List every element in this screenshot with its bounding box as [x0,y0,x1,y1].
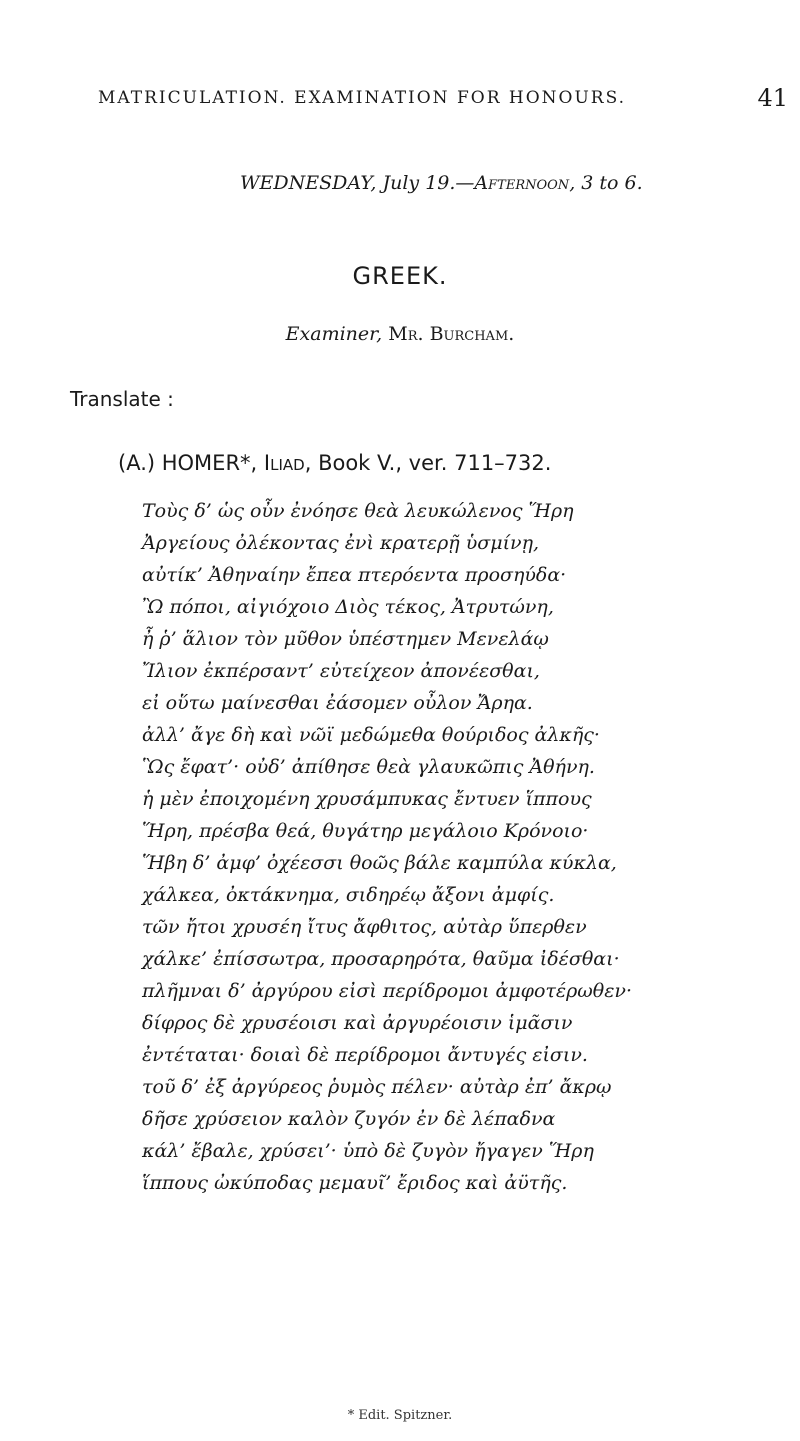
verse-line: Ἥρη, πρέσβα θεά, θυγάτηρ μεγάλοιο Κρόνοιο· [142,820,589,842]
running-head-title: MATRICULATION. EXAMINATION FOR HONOURS. [98,88,627,108]
footnote: * Edit. Spitzner. [347,1408,453,1423]
date-line [240,172,643,194]
passage-ref: Book V., ver. 711–732. [318,451,552,475]
verse-line: εἰ οὕτω μαίνεσθαι ἐάσομεν οὖλον Ἄρηα. [142,692,533,714]
verse-line: χάλκε’ ἐπίσσωτρα, προσαρηρότα, θαῦμα ἰδέσθαι· [142,948,620,970]
verse-line: ἦ ῥ’ ἅλιον τὸν μῦθον ὑπέστημεν Μενελάῳ [142,628,549,650]
verse-line: χάλκεα, ὀκτάκνημα, σιδηρέῳ ἄξονι ἀμφίς. [142,884,555,906]
verse-line: δίφρος δὲ χρυσέοισι καὶ ἀργυρέοισιν ἱμᾶσιν [142,1012,573,1034]
verse-line: Ἴλιον ἐκπέρσαντ’ εὐτείχεον ἀπονέεσθαι, [142,660,540,682]
examiner-name: Mr. Burcham. [388,323,515,345]
greek-passage [142,495,782,1199]
verse-line: ἵππους ὠκύποδας μεμαυῖ’ ἔριδος καὶ ἀϋτῆς. [142,1172,568,1194]
date-day: WEDNESDAY, July 19.— [240,172,475,194]
verse-line: Ὣς ἔφατ’· οὐδ’ ἀπίθησε θεὰ γλαυκῶπις Ἀθήνη. [142,756,595,778]
verse-line: ἐντέταται· δοιαὶ δὲ περίδρομοι ἄντυγές εἰσιν. [142,1044,588,1066]
verse-line: αὐτίκ’ Ἀθηναίην ἔπεα πτερόεντα προσηύδα· [142,564,567,586]
verse-line: Ὢ πόποι, αἰγιόχοιο Διὸς τέκος, Ἀτρυτώνη, [142,596,554,618]
verse-line: κάλ’ ἔβαλε, χρύσει’· ὑπὸ δὲ ζυγὸν ἤγαγεν Ἥρη [142,1140,594,1162]
verse-line: Ἥβη δ’ ἀμφ’ ὀχέεσσι θοῶς βάλε καμπύλα κύκλα, [142,852,617,874]
verse-line: τοῦ δ’ ἐξ ἀργύρεος ῥυμὸς πέλεν· αὐτὰρ ἐπ’ ἄκρῳ [142,1076,612,1098]
verse-line: ἀλλ’ ἄγε δὴ καὶ νῶϊ μεδώμεθα θούριδος ἀλκῆς· [142,724,600,746]
passage-label: (A.) HOMER*, [118,451,258,475]
running-head [98,84,788,112]
date-session: Afternoon [474,172,570,194]
subject-heading: GREEK. [352,262,448,290]
verse-line: Ἀργείους ὀλέκοντας ἐνὶ κρατερῇ ὑσμίνῃ, [142,532,539,554]
examiner-label: Examiner, [285,323,383,345]
verse-line: πλῆμναι δ’ ἀργύρου εἰσὶ περίδρομοι ἀμφοτέρωθεν· [142,980,633,1002]
passage-work: Iliad, [263,451,312,475]
date-time: , 3 to 6. [569,172,643,194]
verse-line: ἡ μὲν ἐποιχομένη χρυσάμπυκας ἔντυεν ἵππους [142,788,592,810]
page-number: 41 [757,84,788,112]
verse-line: τῶν ἤτοι χρυσέη ἴτυς ἄφθιτος, αὐτὰρ ὕπερθεν [142,916,587,938]
verse-line: Τοὺς δ’ ὡς οὖν ἐνόησε θεὰ λευκώλενος Ἥρη [142,500,574,522]
examiner-line [0,323,800,345]
passage-heading [118,451,551,475]
verse-line: δῆσε χρύσειον καλὸν ζυγόν ἐν δὲ λέπαδνα [142,1108,556,1130]
instruction: Translate : [70,387,174,411]
